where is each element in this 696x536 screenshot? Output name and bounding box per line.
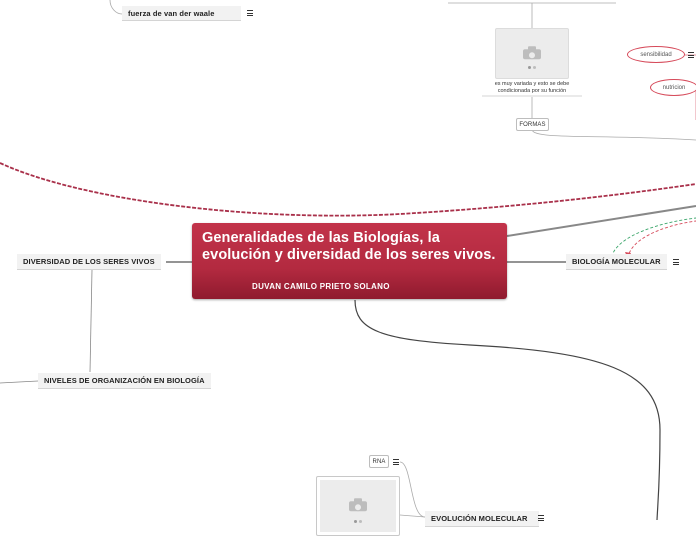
- topic-formas[interactable]: [516, 118, 549, 131]
- topic-label: FORMAS: [519, 121, 546, 128]
- image-pager-dots: [528, 66, 536, 69]
- central-topic[interactable]: [192, 223, 507, 299]
- image-pager-dots: [354, 520, 362, 523]
- topic-rna[interactable]: [369, 455, 389, 468]
- topic-fuerza-van-der-waals[interactable]: [122, 6, 241, 21]
- link-fuerza: [110, 0, 122, 14]
- oval-label: sensibilidad: [640, 51, 672, 58]
- menu-icon[interactable]: [688, 52, 694, 58]
- topic-label: DIVERSIDAD DE LOS SERES VIVOS: [23, 257, 155, 266]
- menu-icon[interactable]: [247, 10, 253, 16]
- topic-evolucion-molecular[interactable]: [425, 511, 539, 527]
- oval-label: nutricion: [662, 84, 686, 91]
- topic-niveles-organizacion[interactable]: [38, 373, 211, 389]
- dashed-red-curve: [628, 221, 696, 258]
- menu-icon[interactable]: [673, 259, 679, 265]
- camera-icon: [523, 46, 541, 59]
- central-subtitle: DUVAN CAMILO PRIETO SOLANO: [252, 282, 390, 291]
- link-formas-right: [532, 130, 696, 140]
- link-niveles-left: [0, 381, 38, 383]
- link-central-down: [355, 300, 660, 520]
- boundary-dashed-line: [0, 163, 696, 216]
- link-niveles: [90, 270, 92, 372]
- central-title: Generalidades de las Biologías, la evolución y diversidad de los seres vivos.: [202, 230, 496, 263]
- link-rna: [400, 462, 425, 517]
- topic-label: fuerza de van der waale: [128, 8, 215, 18]
- image-caption: es muy variada y esto se debe condicionada por su función: [494, 81, 570, 94]
- menu-icon[interactable]: [393, 459, 399, 465]
- topic-diversidad[interactable]: [17, 254, 161, 270]
- topic-label: BIOLOGÍA MOLECULAR: [572, 257, 661, 266]
- link-upper-right: [507, 206, 696, 236]
- oval-sensibilidad[interactable]: [627, 46, 685, 63]
- oval-nutricion[interactable]: [650, 79, 696, 96]
- topic-biologia-molecular[interactable]: [566, 254, 667, 270]
- menu-icon[interactable]: [538, 515, 544, 521]
- topic-label: NIVELES DE ORGANIZACIÓN EN BIOLOGÍA: [44, 376, 205, 385]
- image-placeholder[interactable]: [495, 28, 569, 79]
- topic-label: RNA: [372, 458, 386, 465]
- image-placeholder[interactable]: [316, 476, 400, 536]
- topic-label: EVOLUCIÓN MOLECULAR: [431, 514, 528, 523]
- camera-icon: [349, 498, 367, 511]
